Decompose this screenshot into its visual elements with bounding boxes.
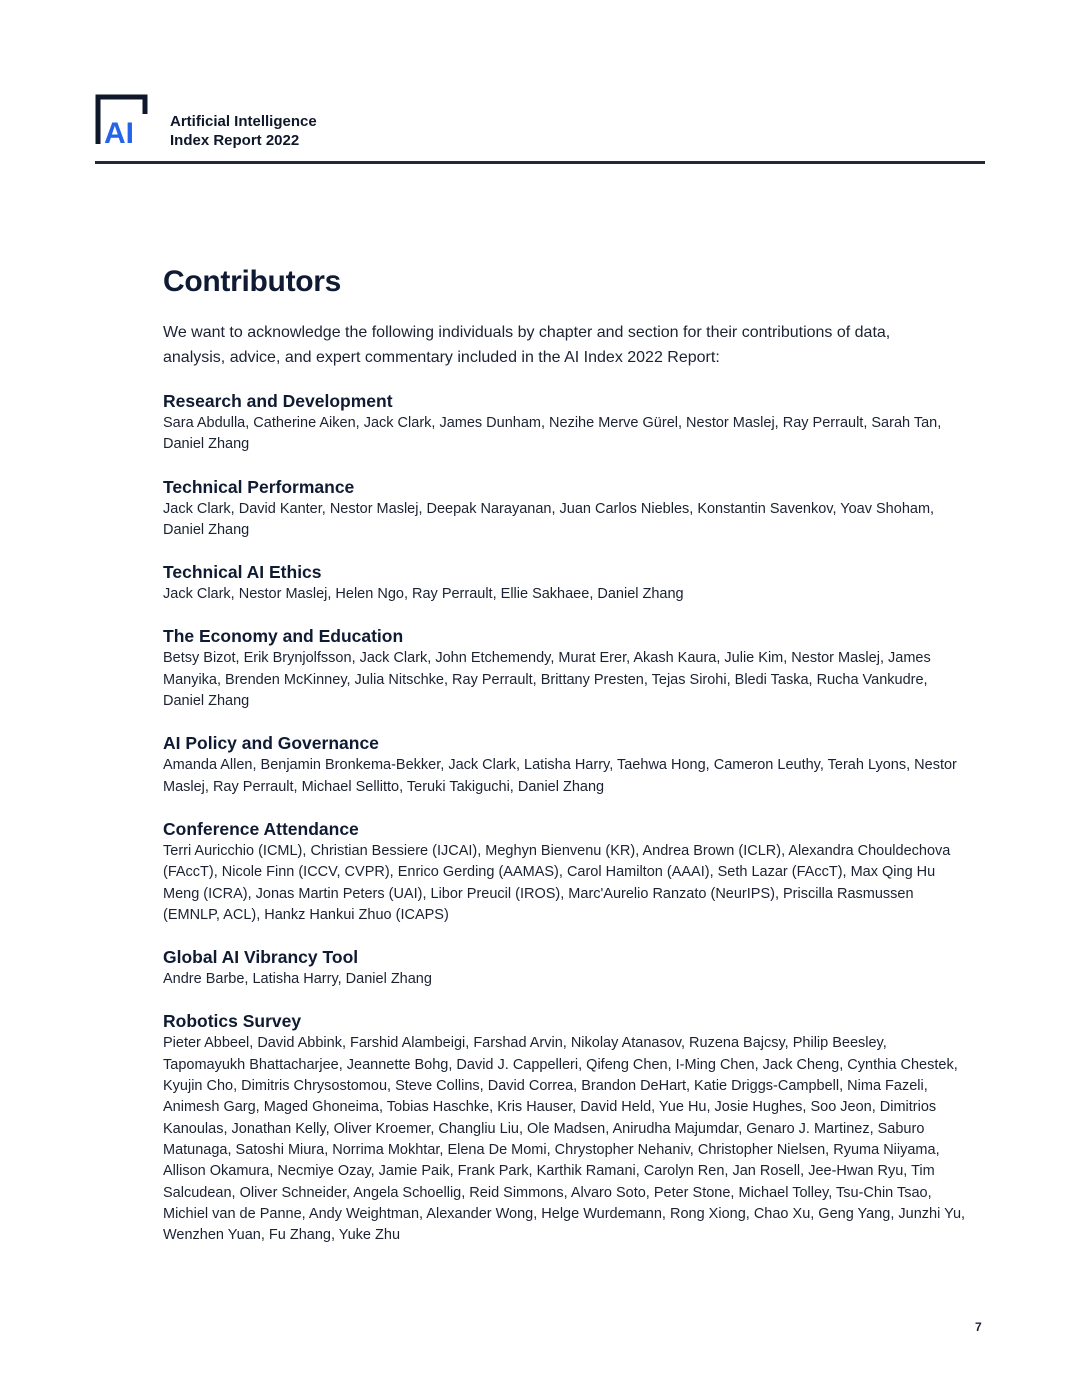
section-contributors: Pieter Abbeel, David Abbink, Farshid Alambeigi, Farshad Arvin, Nikolay Atanasov, Ruzena Bajcsy, Philip Beesley, Tapomayukh Bhattacharjee, Jeannette Bohg, David J. Cappelleri, Qifeng Chen, I-Ming Chen, Jack Cheng, Cynthia Chestek, Kyujin Cho, Dimitris Chrysostomou, Steve Collins, David Correa, Brandon DeHart, Katie Driggs-Campbell, Nima Fazeli, Animesh Garg, Maged Ghoneima, Tobias Haschke, Kris Hauser, David Held, Yue Hu, Josie Hughes, Soo Jeon, Dimitrios Kanoulas, Jonathan Kelly, Oliver Kroemer, Changliu Liu, Ole Madsen, Anirudha Majumdar, Genaro J. Martinez, Saburo Matunaga, Satoshi Miura, Norrima Mokhtar, Elena De Momi, Chrystopher Nehaniv, Christopher Nielsen, Ryuma Niiyama, Allison Okamura, Necmiye Ozay, Jamie Paik, Frank Park, Karthik Ramani, Carolyn Ren, Jan Rosell, Jee-Hwan Ryu, Tim Salcudean, Oliver Schneider, Angela Schoellig, Reid Simmons, Alvaro Soto, Peter Stone, Michael Tolley, Tsu-Chin Tsao, Michiel van de Panne, Andy Weightman, Alexander Wong, Helge Wurdemann, Rong Xiong, Chao Xu, Geng Yang, Junzhi Yu, Wenzhen Yuan, Fu Zhang, Yuke Zhu	[163, 1035, 966, 1244]
header-divider	[95, 161, 985, 164]
section-contributors: Jack Clark, David Kanter, Nestor Maslej, Deepak Narayanan, Juan Carlos Niebles, Konstantin Savenkov, Yoav Shoham, Daniel Zhang	[163, 500, 935, 538]
section-technical-ai-ethics	[163, 560, 983, 605]
section-title: Conference Attendance	[163, 818, 359, 839]
section-contributors: Betsy Bizot, Erik Brynjolfsson, Jack Clark, John Etchemendy, Murat Erer, Akash Kaura, Julie Kim, Nestor Maslej, James Manyika, Brenden McKinney, Julia Nitschke, Ray Perrault, Brittany Presten, Tejas Sirohi, Bledi Taska, Rucha Vankudre, Daniel Zhang	[163, 650, 931, 710]
report-header	[95, 94, 985, 166]
section-contributors: Amanda Allen, Benjamin Bronkema-Bekker, Jack Clark, Latisha Harry, Taehwa Hong, Cameron Leuthy, Terah Lyons, Nestor Maslej, Ray Perrault, Michael Sellitto, Teruki Takiguchi, Daniel Zhang	[163, 757, 957, 795]
section-title: AI Policy and Governance	[163, 733, 379, 754]
section-global-ai-vibrancy-tool	[163, 945, 983, 990]
section-economy-education	[163, 624, 983, 712]
page-number: 7	[975, 1320, 982, 1334]
report-title-line2: Index Report 2022	[170, 132, 300, 149]
section-title: Research and Development	[163, 391, 393, 411]
section-title: Global AI Vibrancy Tool	[163, 947, 359, 968]
section-contributors: Jack Clark, Nestor Maslej, Helen Ngo, Ray Perrault, Ellie Sakhaee, Daniel Zhang	[163, 586, 684, 603]
section-title: Robotics Survey	[163, 1011, 302, 1032]
section-contributors: Sara Abdulla, Catherine Aiken, Jack Clark, James Dunham, Nezihe Merve Gürel, Nestor Maslej, Ray Perrault, Sarah Tan, Daniel Zhang	[163, 415, 942, 453]
section-title: Technical AI Ethics	[163, 562, 322, 583]
page-title: Contributors	[163, 265, 342, 298]
section-contributors: Andre Barbe, Latisha Harry, Daniel Zhang	[163, 971, 432, 988]
report-title-line1: Artificial Intelligence	[170, 113, 317, 130]
report-title	[170, 112, 317, 150]
section-technical-performance	[163, 475, 983, 542]
section-contributors: Terri Auricchio (ICML), Christian Bessiere (IJCAI), Meghyn Bienvenu (KR), Andrea Brown (ICLR), Alexandra Chouldechova (FAccT), Nicole Finn (ICCV, CVPR), Enrico Gerding (AAMAS), Carol Hamilton (AAAI), Seth Lazar (FAccT), Max Qing Hu Meng (ICRA), Jonas Martin Peters (UAI), Libor Preucil (IROS), Marc'Aurelio Ranzato (NeurIPS), Priscilla Rasmussen (EMNLP, ACL), Hankz Hankui Zhuo (ICAPS)	[163, 842, 951, 923]
section-title: The Economy and Education	[163, 626, 404, 647]
intro-paragraph: We want to acknowledge the following individuals by chapter and section for their contributions of data, analysis, advice, and expert commentary included in the AI Index 2022 Report:	[163, 324, 891, 366]
section-conference-attendance	[163, 817, 983, 926]
section-robotics-survey	[163, 1009, 983, 1246]
section-research-development	[163, 389, 983, 456]
ai-index-logo	[95, 94, 155, 146]
svg-text:AI: AI	[104, 117, 134, 146]
section-ai-policy-governance	[163, 731, 983, 798]
contributors-content	[163, 262, 983, 1246]
section-title: Technical Performance	[163, 476, 355, 497]
